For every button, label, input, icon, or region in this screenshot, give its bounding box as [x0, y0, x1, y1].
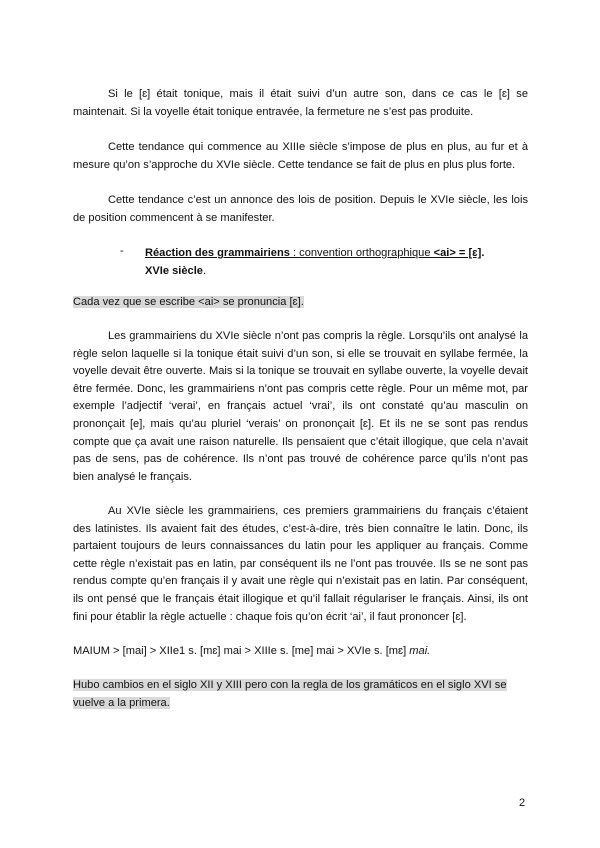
page-number: 2 — [519, 797, 526, 809]
spanish-note-2 — [73, 677, 531, 712]
bullet-subtitle: convention orthographique — [299, 247, 431, 259]
bullet-dot: . — [481, 247, 485, 259]
bullet-end: . — [202, 264, 207, 277]
etymology-italic: mai. — [409, 645, 431, 657]
spanish-note-1 — [73, 294, 528, 312]
bullet-title: Réaction des grammairiens — [145, 247, 290, 259]
highlight-note-1: Cada vez que se escribe <ai> se pronuncia [ɛ]. — [73, 296, 304, 308]
paragraph-lois-position: Cette tendance c’est un annonce des lois de position. Depuis le XVIe siècle, les lois de position commencent à se manifester. — [73, 194, 528, 224]
etymology-line — [73, 643, 528, 661]
bullet-separator: : — [289, 247, 300, 259]
paragraph-latinistes: Au XVIe siècle les grammairiens, ces premiers grammairiens du français c’étaient des latinistes. Ils avaient fait des études, c’est-à-dire, très bien connaître le latin. Donc, ils partaient toujours de leurs connaissances du latin pour les appliquer au français. Comme cette règle n’existait pas en latin, par conséquent ils ne l’ont pas trouvée. Ils se ne sont pas rendus compte qu’en français il y avait une règle qui n’existait pas en latin. Par conséquent, ils ont pensé que le français était illogique et qu’il fallait régulariser le français. Ainsi, ils ont fini pour établir la règle actuelle : chaque fois qu’on écrit ‘ai’, il faut prononcer [ɛ]. — [73, 505, 528, 623]
bullet-item-reaction — [145, 245, 528, 280]
paragraph-grammairiens: Les grammairiens du XVIe siècle n’ont pas compris la règle. Lorsqu’ils ont analysé la règle selon laquelle si la tonique était suivi d’un son, si elle se trouvait en syllabe fermée, la voyelle devait être ouverte. Mais si la tonique se trouvait en syllabe ouverte, la voyelle devait être fermée. Donc, les grammairiens n’ont pas compris cette règle. Pour un même mot, par exemple l’adjectif ‘verai’, en français actuel ‘vrai’, ils ont constaté qu’au masculin on prononçait [e], mais qu’au pluriel ‘verais’ on prononçait [ɛ]. Et ils ne se sont pas rendus compte que ça avait une raison naturelle. Ils pensaient que c’était illogique, que cela n’avait pas de sens, pas de cohérence. Ils n’ont pas trouvé de cohérence parce qu’ils n’ont pas bien analysé le français. — [73, 330, 528, 483]
highlight-note-2: Hubo cambios en el siglo XII y XIII pero con la regla de los gramáticos en el siglo XVI se vuelve a la primera. — [73, 679, 507, 709]
bullet-rule: <ai> = [ɛ] — [433, 247, 482, 259]
bullet-marker: - — [120, 245, 124, 257]
paragraph-tonique: Si le [ɛ] était tonique, mais il était suivi d’un autre son, dans ce cas le [ɛ] se maintenait. Si la voyelle était tonique entravée, la fermeture ne s’est pas produite. — [73, 88, 528, 118]
etymology-text: MAIUM > [mai] > XIIe1 s. [mɛ] mai > XIIIe s. [me] mai > XVIe s. [mɛ] — [73, 645, 410, 657]
bullet-century: XVIe siècle — [145, 264, 203, 277]
paragraph-tendance: Cette tendance qui commence au XIIIe siècle s’impose de plus en plus, au fur et à mesure qu’on s’approche du XVIe siècle. Cette tendance se fait de plus en plus plus forte. — [73, 141, 528, 171]
